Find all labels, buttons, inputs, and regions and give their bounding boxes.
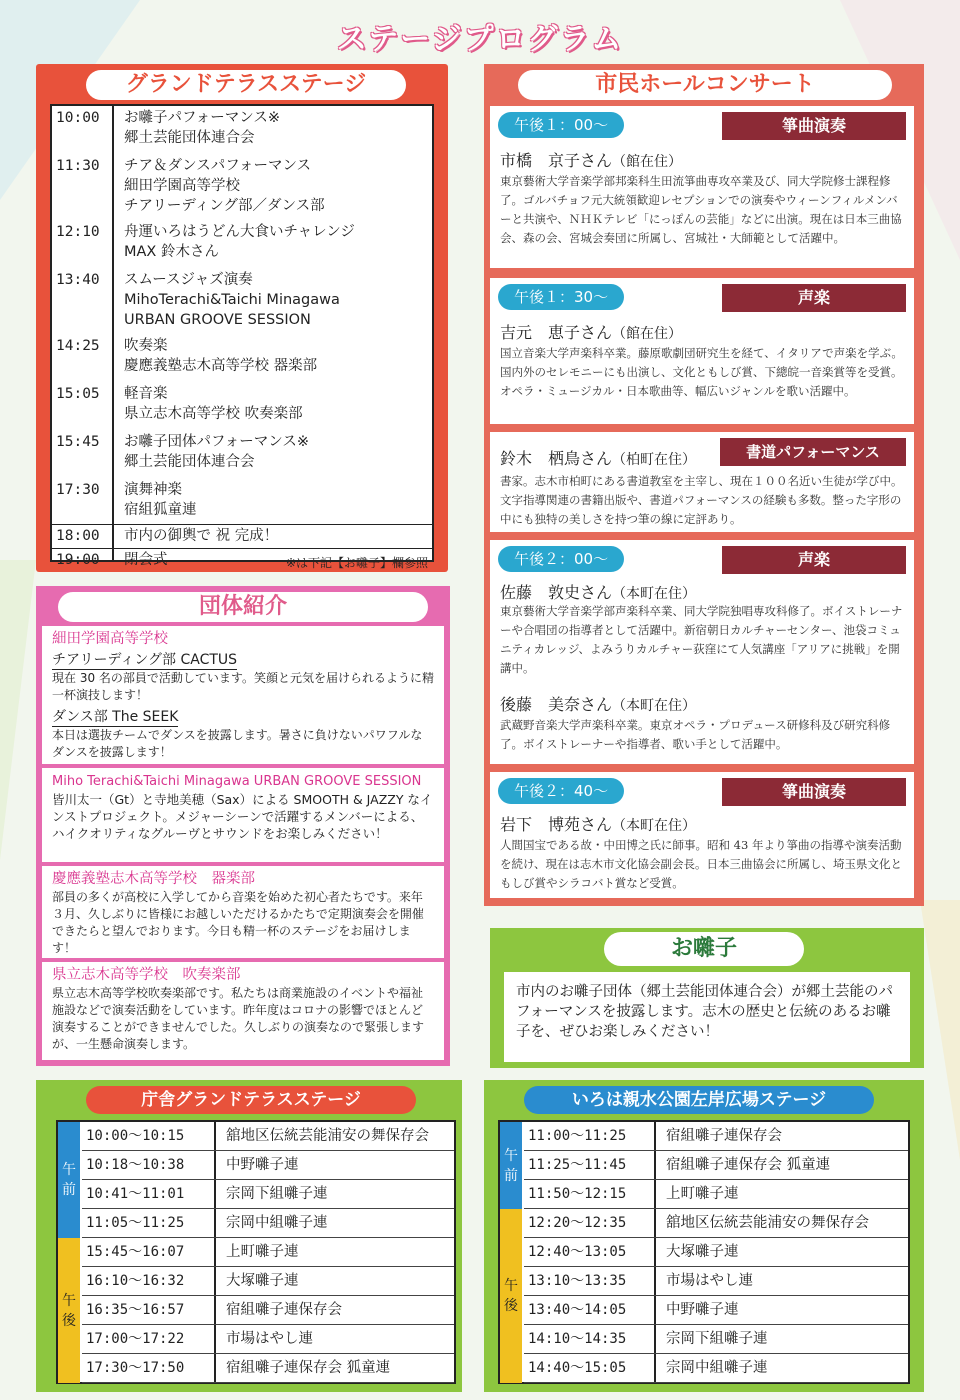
schedule-line: 郷土芸能団体連合会 xyxy=(124,454,255,470)
schedule-line: 細田学園高等学校 xyxy=(124,178,240,194)
schedule-line: 慶應義塾志木高等学校 器楽部 xyxy=(124,358,318,374)
schedule-row xyxy=(82,1296,454,1325)
group-intro-panel xyxy=(36,586,450,1066)
schedule-row xyxy=(82,1354,454,1383)
concert-panel xyxy=(484,64,924,906)
performer-name: 岩下 博苑さん（本町在住） xyxy=(500,815,697,834)
schedule-text xyxy=(124,384,434,424)
schedule-time: 12:40～13:05 xyxy=(528,1244,627,1260)
schedule-time: 11:00～11:25 xyxy=(528,1128,627,1144)
schedule-note: ※は下記【お囃子】欄参照 xyxy=(285,556,428,570)
concert-slot xyxy=(490,540,914,764)
group-body: 現在 30 名の部員で活動しています。笑顔と元気を届けられるように精一杯演技します！ xyxy=(52,671,434,702)
page-title: ステージプログラム xyxy=(336,22,624,57)
performer-name: 吉元 恵子さん（館在住） xyxy=(500,323,683,342)
schedule-time: 14:10～14:35 xyxy=(528,1331,627,1347)
grand-terrace-panel xyxy=(36,64,448,572)
group-name: 中野囃子連 xyxy=(666,1302,739,1318)
group-heading: Miho Terachi&Taichi Minagawa URBAN GROOVE SESSION xyxy=(52,774,422,789)
schedule-time: 10:00～10:15 xyxy=(86,1128,185,1144)
schedule-time: 11:30 xyxy=(56,158,100,174)
schedule-line: MAX 鈴木さん xyxy=(124,244,219,260)
schedule-time: 12:10 xyxy=(56,224,100,240)
performer-name: 後藤 美奈さん（本町在住） xyxy=(500,695,697,714)
schedule-row xyxy=(524,1209,908,1238)
group-body: 本日は選抜チームでダンスを披露します。暑さに負けないパワフルなダンスを披露します！ xyxy=(52,728,423,759)
schedule-row xyxy=(524,1296,908,1325)
ohayashi-text: 市内のお囃子団体（郷土芸能団体連合会）が郷土芸能のパフォーマンスを披露します。志木の歴史と伝統のあるお囃子を、ぜひお楽しみください！ xyxy=(504,972,910,1062)
schedule-text xyxy=(124,270,434,330)
group-name: 宗岡中組囃子連 xyxy=(226,1215,328,1231)
schedule-row xyxy=(82,1238,454,1267)
schedule-text xyxy=(124,480,434,520)
group-subheading: ダンス部 The SEEK xyxy=(52,709,179,725)
schedule-line: チアリーディング部／ダンス部 xyxy=(124,198,325,214)
concert-genre-label: 箏曲演奏 xyxy=(722,778,906,806)
group-name: 宿組囃子連保存会 xyxy=(226,1302,342,1318)
schedule-time: 10:18～10:38 xyxy=(86,1157,185,1173)
schedule-line: お囃子パフォーマンス※ xyxy=(124,110,280,126)
group-name: 市場はやし連 xyxy=(666,1273,753,1289)
concert-time-badge: 午後２：40～ xyxy=(498,778,624,804)
group-name: 舘地区伝統芸能浦安の舞保存会 xyxy=(666,1215,869,1231)
schedule-time: 11:25～11:45 xyxy=(528,1157,627,1173)
am-label: 午前 xyxy=(500,1122,522,1209)
concert-time-badge: 午後１：30～ xyxy=(498,284,624,310)
schedule-time: 13:10～13:35 xyxy=(528,1273,627,1289)
schedule-line: 市内の御輿で 祝 完成！ xyxy=(124,528,279,544)
group-heading: 県立志木高等学校 吹奏楽部 xyxy=(52,967,241,983)
group-name: 宿組囃子連保存会 狐童連 xyxy=(226,1360,391,1376)
group-intro-title: 団体紹介 xyxy=(58,592,428,622)
group-body: 皆川太一（Gt）と寺地美穂（Sax）による SMOOTH & JAZZY なインストプロジェクト。メジャーシーンで活躍するメンバーによる、ハイクオリティなグルーヴとサウンドをお楽しみください！ xyxy=(52,792,433,841)
group-card-urban-groove xyxy=(42,768,444,862)
schedule-row xyxy=(524,1122,908,1151)
performer-desc: 東京藝術大学音楽学部邦楽科生田流箏曲専攻卒業及び、同大学院修士課程修了。ゴルバチョフ元大統領歓迎レセプションでの演奏やウィーンフィルメンバーと共演や、ＮＨＫテレビ「にっぽんの芸能」などに出演。現在は日本三曲協会、森の会、宮城会奏団に所属し、宮城社・大師範として活躍中。 xyxy=(500,174,902,245)
schedule-row xyxy=(82,1151,454,1180)
schedule-row xyxy=(524,1354,908,1383)
schedule-time: 11:50～12:15 xyxy=(528,1186,627,1202)
performer-desc: 武蔵野音楽大学声楽科卒業。東京オペラ・プロデュース研修科及び研究科修了。ボイストレーナーや指導者、歌い手として活躍中。 xyxy=(500,718,891,751)
schedule-row xyxy=(524,1238,908,1267)
schedule-time: 10:00 xyxy=(56,110,100,126)
schedule-row xyxy=(524,1151,908,1180)
group-name: 大塚囃子連 xyxy=(226,1273,299,1289)
schedule-line: 郷土芸能団体連合会 xyxy=(124,130,255,146)
concert-title: 市民ホールコンサート xyxy=(518,70,892,100)
schedule-row xyxy=(82,1122,454,1151)
ohayashi-panel xyxy=(490,928,924,1068)
performer-desc: 東京藝術大学音楽学部声楽科卒業、同大学院独唱専攻科修了。ボイストレーナーや合唱団の指導者として活躍中。新宿朝日カルチャーセンター、池袋コミュニティカレッジ、よみうりカルチャー荻窪にて人気講座「アリアに挑戦」を開講中。 xyxy=(500,604,903,675)
concert-slot xyxy=(490,772,914,898)
am-label: 午前 xyxy=(58,1122,80,1238)
schedule-time: 16:35～16:57 xyxy=(86,1302,185,1318)
concert-slot xyxy=(490,106,914,268)
grand-terrace-schedule xyxy=(50,104,434,570)
schedule-text xyxy=(124,336,434,376)
schedule-line: 軽音楽 xyxy=(124,386,168,402)
group-name: 宗岡中組囃子連 xyxy=(666,1360,768,1376)
schedule-line: 県立志木高等学校 吹奏楽部 xyxy=(124,406,303,422)
pm-label: 午後 xyxy=(58,1238,80,1383)
concert-slot xyxy=(490,432,914,532)
chosha-stage-title: 庁舎グランドテラスステージ xyxy=(86,1086,416,1114)
concert-time-badge: 午後２：00～ xyxy=(498,546,624,572)
group-name: 舘地区伝統芸能浦安の舞保存会 xyxy=(226,1128,429,1144)
iroha-stage-panel xyxy=(484,1080,924,1392)
group-name: 上町囃子連 xyxy=(666,1186,739,1202)
schedule-time: 12:20～12:35 xyxy=(528,1215,627,1231)
schedule-line: お囃子団体パフォーマンス※ xyxy=(124,434,309,450)
schedule-row xyxy=(82,1325,454,1354)
schedule-time: 17:30 xyxy=(56,482,100,498)
performer-desc: 人間国宝である故・中田博之氏に師事。昭和 43 年より箏曲の指導や演奏活動を続け、現在は志木市文化協会副会長。日本三曲協会に所属し、埼玉県文化ともしび賞やシラコバト賞など受賞。 xyxy=(500,838,903,890)
schedule-time: 13:40 xyxy=(56,272,100,288)
schedule-time: 16:10～16:32 xyxy=(86,1273,185,1289)
schedule-time: 18:00 xyxy=(56,528,100,544)
schedule-time: 11:05～11:25 xyxy=(86,1215,185,1231)
group-name: 上町囃子連 xyxy=(226,1244,299,1260)
group-name: 宿組囃子連保存会 狐童連 xyxy=(666,1157,831,1173)
schedule-row xyxy=(524,1180,908,1209)
schedule-text xyxy=(124,156,434,216)
schedule-text xyxy=(124,526,434,546)
schedule-time: 19:00 xyxy=(56,552,100,568)
ohayashi-title: お囃子 xyxy=(604,932,804,966)
iroha-schedule-table xyxy=(498,1120,910,1384)
concert-slot xyxy=(490,278,914,424)
schedule-text xyxy=(124,108,434,148)
concert-genre-label: 声楽 xyxy=(722,284,906,312)
schedule-line: 演舞神楽 xyxy=(124,482,182,498)
schedule-time: 17:30～17:50 xyxy=(86,1360,185,1376)
schedule-line: スムースジャズ演奏 xyxy=(124,272,253,288)
schedule-time: 10:41～11:01 xyxy=(86,1186,185,1202)
group-heading: 慶應義塾志木高等学校 器楽部 xyxy=(52,871,255,887)
group-body: 部員の多くが高校に入学してから音楽を始めた初心者たちです。来年３月、久しぶりに皆様にお越しいただけるかたちで定期演奏会を開催できたらと望んでおります。今日も精一杯のステージをお届けします！ xyxy=(52,890,424,955)
schedule-line: 閉会式 xyxy=(124,552,168,568)
schedule-time: 14:40～15:05 xyxy=(528,1360,627,1376)
performer-name: 市橋 京子さん（館在住） xyxy=(500,151,683,170)
schedule-time: 17:00～17:22 xyxy=(86,1331,185,1347)
performer-desc: 国立音楽大学声楽科卒業。藤原歌劇団研究生を経て、イタリアで声楽を学ぶ。国内外のセレモニーにも出演し、文化ともしび賞、下總皖一音楽賞等を受賞。オペラ・ミュージカル・日本歌曲等、幅広いジャンルを歌い活躍中。 xyxy=(500,346,903,398)
group-name: 宿組囃子連保存会 xyxy=(666,1128,782,1144)
pm-label: 午後 xyxy=(500,1209,522,1383)
group-card-hosoda xyxy=(42,626,444,764)
grand-terrace-title: グランドテラスステージ xyxy=(86,70,406,100)
concert-genre-label: 声楽 xyxy=(722,546,906,574)
group-name: 中野囃子連 xyxy=(226,1157,299,1173)
schedule-time: 15:45 xyxy=(56,434,100,450)
concert-time-badge: 午後１：00～ xyxy=(498,112,624,138)
schedule-text xyxy=(124,222,434,262)
schedule-row xyxy=(82,1267,454,1296)
schedule-line: 舟運いろはうどん大食いチャレンジ xyxy=(124,224,355,240)
schedule-time: 15:05 xyxy=(56,386,100,402)
group-body: 県立志木高等学校吹奏楽部です。私たちは商業施設のイベントや福祉施設などで演奏活動をしています。昨年度はコロナの影響でほとんど演奏することができませんでした。久しぶりの演奏なので緊張しますが、一生懸命演奏します。 xyxy=(52,986,425,1051)
schedule-text xyxy=(124,432,434,472)
schedule-row xyxy=(524,1325,908,1354)
performer-desc: 書家。志木市柏町にある書道教室を主宰し、現在１００名近い生徒が学び中。文字指導関連の書籍出版や、書道パフォーマンスの経験も多数。整った字形の中にも独特の美しさを持つ筆の線に定評あり。 xyxy=(500,474,903,526)
schedule-time: 15:45～16:07 xyxy=(86,1244,185,1260)
schedule-line: 吹奏楽 xyxy=(124,338,168,354)
schedule-line: MihoTerachi&Taichi Minagawa xyxy=(124,292,340,308)
schedule-time: 13:40～14:05 xyxy=(528,1302,627,1318)
schedule-time: 14:25 xyxy=(56,338,100,354)
schedule-line: 宿組狐童連 xyxy=(124,502,197,518)
group-card-shiki-high xyxy=(42,962,444,1060)
chosha-stage-panel xyxy=(36,1080,462,1392)
schedule-row xyxy=(82,1180,454,1209)
concert-genre-label: 書道パフォーマンス xyxy=(720,438,906,466)
concert-genre-label: 箏曲演奏 xyxy=(722,112,906,140)
group-heading: 細田学園高等学校 xyxy=(52,631,168,647)
group-name: 市場はやし連 xyxy=(226,1331,313,1347)
group-name: 大塚囃子連 xyxy=(666,1244,739,1260)
group-name: 宗岡下組囃子連 xyxy=(666,1331,768,1347)
group-subheading: チアリーディング部 CACTUS xyxy=(52,652,238,668)
schedule-row xyxy=(524,1267,908,1296)
schedule-row xyxy=(82,1209,454,1238)
iroha-stage-title: いろは親水公園左岸広場ステージ xyxy=(524,1086,874,1114)
schedule-line: チア＆ダンスパフォーマンス xyxy=(124,158,312,174)
performer-name: 佐藤 敦史さん（本町在住） xyxy=(500,583,697,602)
group-card-keio xyxy=(42,866,444,958)
schedule-line: URBAN GROOVE SESSION xyxy=(124,312,311,328)
group-name: 宗岡下組囃子連 xyxy=(226,1186,328,1202)
performer-name: 鈴木 栖鳥さん（柏町在住） xyxy=(500,449,697,468)
chosha-schedule-table xyxy=(56,1120,456,1384)
